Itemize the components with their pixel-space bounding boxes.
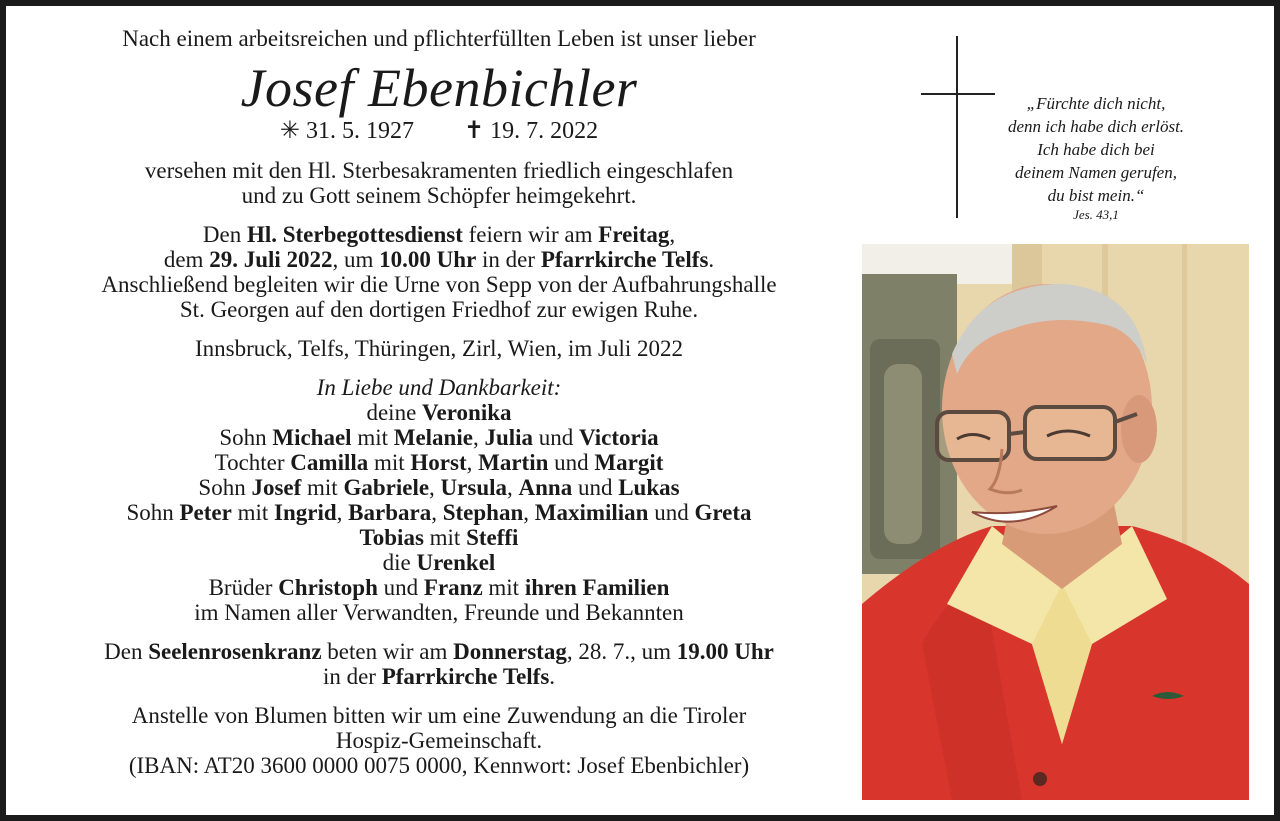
mourner-line-2: Sohn Michael mit Melanie, Julia und Victoria bbox=[219, 425, 659, 450]
birth-star-icon: ✳ bbox=[279, 118, 300, 144]
life-dates bbox=[36, 119, 842, 144]
mourner-line-3: Tochter Camilla mit Horst, Martin und Margit bbox=[214, 450, 664, 475]
mourner-line-9: im Namen aller Verwandten, Freunde und Bekannten bbox=[194, 600, 684, 625]
deceased-name: Josef Ebenbichler bbox=[240, 58, 638, 118]
mourner-line-6: Tobias mit Steffi bbox=[359, 525, 519, 550]
service-line-4: St. Georgen auf den dortigen Friedhof zur ewigen Ruhe. bbox=[179, 297, 699, 322]
intro-line: Nach einem arbeitsreichen und pflichterfüllten Leben ist unser lieber bbox=[122, 26, 756, 51]
death-date: 19. 7. 2022 bbox=[490, 118, 599, 144]
service-line-3: Anschließend begleiten wir die Urne von Sepp von der Aufbahrungshalle bbox=[101, 272, 777, 297]
quote-line-5: du bist mein.“ bbox=[1047, 186, 1145, 205]
birth-date: 31. 5. 1927 bbox=[306, 118, 414, 144]
service-line-2: dem 29. Juli 2022, um 10.00 Uhr in der Pfarrkirche Telfs. bbox=[163, 247, 715, 272]
sacrament-line-1: versehen mit den Hl. Sterbesakramenten friedlich eingeschlafen bbox=[144, 158, 734, 183]
places-date-line: Innsbruck, Telfs, Thüringen, Zirl, Wien, im Juli 2022 bbox=[194, 336, 684, 361]
service-line-1: Den Hl. Sterbegottesdienst feiern wir am Freitag, bbox=[202, 222, 676, 247]
mourner-line-7: die Urenkel bbox=[382, 550, 496, 575]
portrait-photo bbox=[862, 244, 1249, 800]
sacrament-line-2: und zu Gott seinem Schöpfer heimgekehrt. bbox=[241, 183, 637, 208]
cross-icon-horizontal bbox=[921, 93, 995, 95]
portrait-illustration bbox=[862, 244, 1249, 800]
donation-line-1: Anstelle von Blumen bitten wir um eine Zuwendung an die Tiroler bbox=[131, 703, 747, 728]
quote-line-2: denn ich habe dich erlöst. bbox=[1007, 117, 1185, 136]
rosary-line-2: in der Pfarrkirche Telfs. bbox=[322, 664, 556, 689]
rosary-line-1: Den Seelenrosenkranz beten wir am Donnerstag, 28. 7., um 19.00 Uhr bbox=[104, 639, 774, 664]
cross-icon-vertical bbox=[956, 36, 958, 218]
donation-line-3: (IBAN: AT20 3600 0000 0075 0000, Kennwort: Josef Ebenbichler) bbox=[128, 753, 750, 778]
mourner-line-5: Sohn Peter mit Ingrid, Barbara, Stephan, Maximilian und Greta bbox=[126, 500, 752, 525]
obituary-text-column bbox=[36, 20, 842, 778]
quote-line-1: „Fürchte dich nicht, bbox=[1026, 94, 1166, 113]
quote-reference: Jes. 43,1 bbox=[1073, 207, 1119, 222]
mourner-line-8: Brüder Christoph und Franz mit ihren Familien bbox=[208, 575, 670, 600]
death-cross-icon: ✝ bbox=[464, 118, 485, 144]
quote-line-3: Ich habe dich bei bbox=[1037, 140, 1155, 159]
bible-quote bbox=[996, 92, 1196, 223]
donation-line-2: Hospiz-Gemeinschaft. bbox=[335, 728, 543, 753]
mourner-line-4: Sohn Josef mit Gabriele, Ursula, Anna und Lukas bbox=[198, 475, 680, 500]
mourners-heading: In Liebe und Dankbarkeit: bbox=[316, 375, 562, 400]
mourner-line-1: deine Veronika bbox=[366, 400, 512, 425]
quote-line-4: deinem Namen gerufen, bbox=[1015, 163, 1177, 182]
